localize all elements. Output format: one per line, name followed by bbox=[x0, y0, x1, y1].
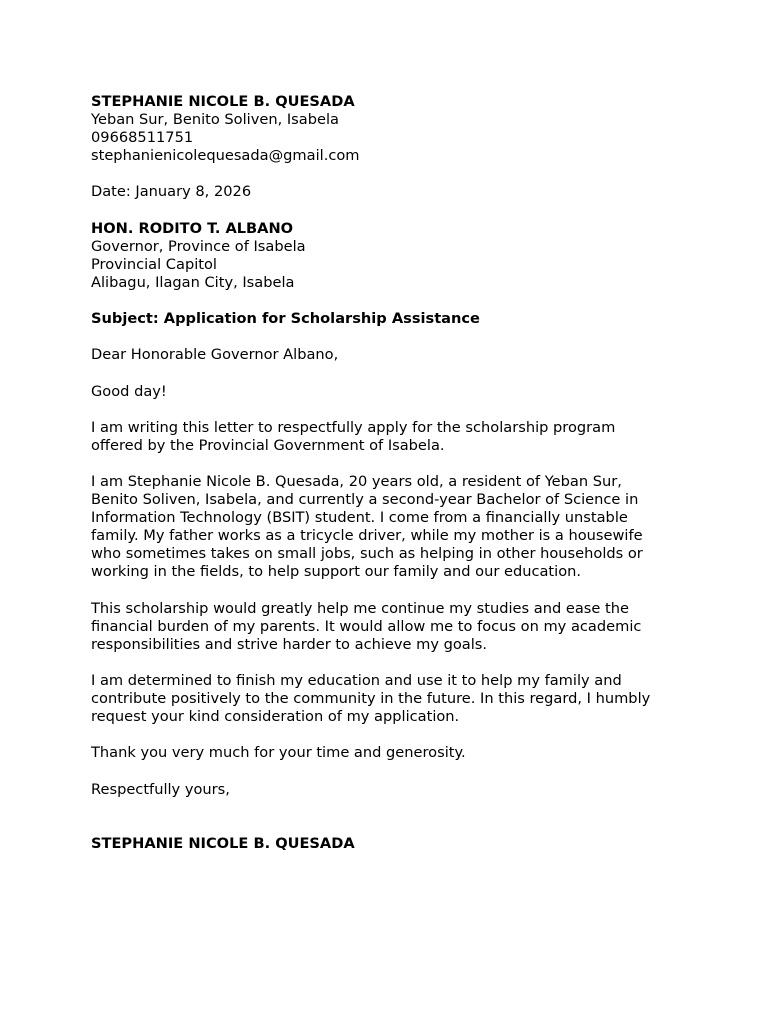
letter-date: Date: January 8, 2026 bbox=[91, 183, 252, 201]
spacer bbox=[91, 654, 691, 672]
paragraph-line: I am Stephanie Nicole B. Quesada, 20 years old, a resident of Yeban Sur, bbox=[91, 472, 622, 490]
letter-content bbox=[91, 93, 691, 853]
paragraph-line: Thank you very much for your time and generosity. bbox=[91, 744, 466, 762]
paragraph-line: financial burden of my parents. It would allow me to focus on my academic bbox=[91, 617, 642, 635]
paragraph-5 bbox=[91, 744, 691, 762]
spacer bbox=[91, 364, 691, 382]
sender-block bbox=[91, 93, 691, 165]
paragraph-line: family. My father works as a tricycle driver, while my mother is a housewife bbox=[91, 527, 643, 545]
paragraph-line: I am determined to finish my education and use it to help my family and bbox=[91, 672, 622, 689]
signature-space bbox=[91, 799, 691, 835]
spacer bbox=[91, 165, 691, 183]
sender-phone: 09668511751 bbox=[91, 129, 194, 147]
sender-name: STEPHANIE NICOLE B. QUESADA bbox=[91, 93, 355, 110]
spacer bbox=[91, 328, 691, 346]
letter-salutation: Dear Honorable Governor Albano, bbox=[91, 346, 339, 364]
paragraph-line: working in the fields, to help support our family and our education. bbox=[91, 563, 582, 581]
spacer bbox=[91, 292, 691, 310]
paragraph-line: responsibilities and strive harder to achieve my goals. bbox=[91, 635, 488, 653]
letter-subject: Subject: Application for Scholarship Assistance bbox=[91, 310, 480, 328]
paragraph-line: contribute positively to the community in the future. In this regard, I humbly bbox=[91, 690, 651, 708]
paragraph-line: Benito Soliven, Isabela, and currently a second-year Bachelor of Science in bbox=[91, 491, 639, 509]
sender-email: stephanienicolequesada@gmail.com bbox=[91, 147, 360, 165]
spacer bbox=[91, 762, 691, 780]
paragraph-4 bbox=[91, 672, 691, 726]
paragraph-line: request your kind consideration of my application. bbox=[91, 708, 460, 726]
recipient-address: Alibagu, Ilagan City, Isabela bbox=[91, 273, 295, 291]
letter-closing: Respectfully yours, bbox=[91, 780, 230, 798]
paragraph-line: I am writing this letter to respectfully apply for the scholarship program bbox=[91, 418, 616, 436]
spacer bbox=[91, 582, 691, 600]
spacer bbox=[91, 401, 691, 419]
signature-name: STEPHANIE NICOLE B. QUESADA bbox=[91, 834, 355, 852]
paragraph-3 bbox=[91, 600, 691, 654]
recipient-block bbox=[91, 220, 691, 292]
recipient-title: Governor, Province of Isabela bbox=[91, 237, 306, 255]
sender-address: Yeban Sur, Benito Soliven, Isabela bbox=[91, 111, 339, 129]
recipient-name: HON. RODITO T. ALBANO bbox=[91, 219, 294, 237]
spacer bbox=[91, 726, 691, 744]
paragraph-line: offered by the Provincial Government of Isabela. bbox=[91, 436, 445, 454]
spacer bbox=[91, 202, 691, 220]
paragraph-line: who sometimes takes on small jobs, such as helping in other households or bbox=[91, 545, 643, 563]
paragraph-2 bbox=[91, 473, 691, 582]
letter-greeting: Good day! bbox=[91, 382, 167, 400]
paragraph-line: Information Technology (BSIT) student. I come from a financially unstable bbox=[91, 509, 628, 527]
paragraph-line: This scholarship would greatly help me continue my studies and ease the bbox=[91, 599, 629, 617]
paragraph-1 bbox=[91, 419, 691, 455]
spacer bbox=[91, 455, 691, 473]
recipient-office: Provincial Capitol bbox=[91, 255, 217, 273]
